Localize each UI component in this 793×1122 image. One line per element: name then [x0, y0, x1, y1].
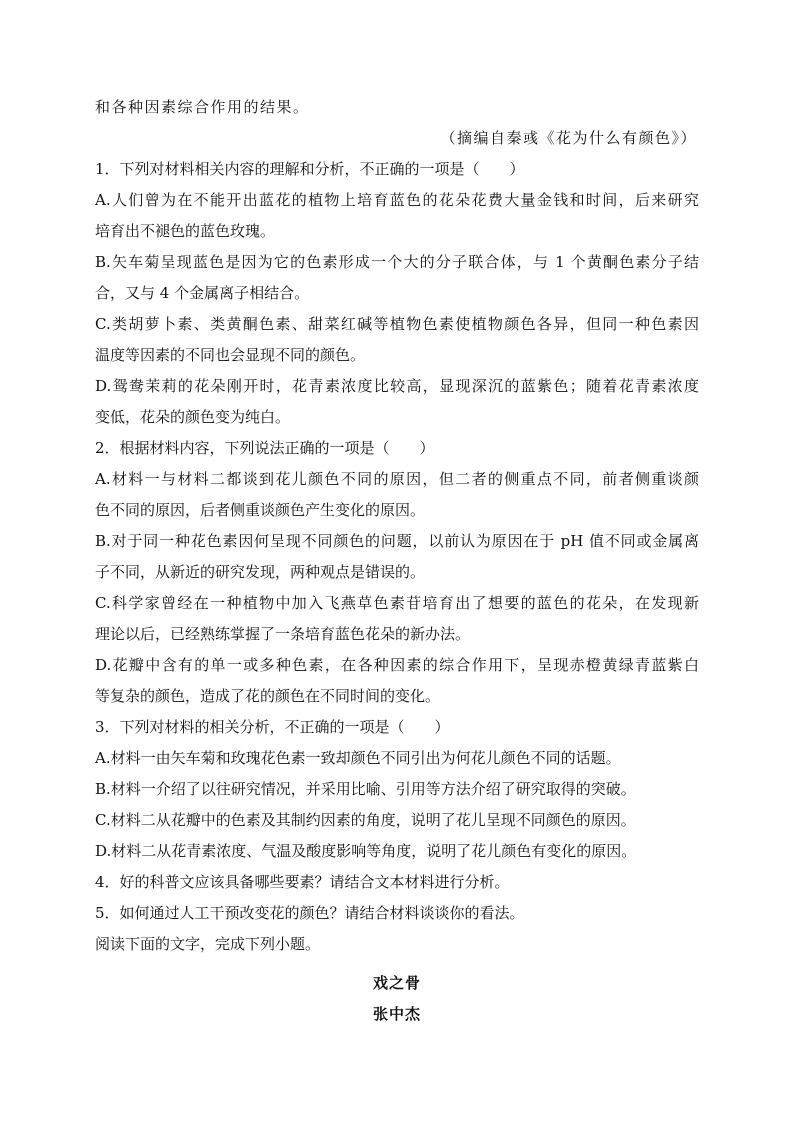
q1-option-a-line1: A.人们曾为在不能开出蓝花的植物上培育蓝色的花朵花费大量金钱和时间，后来研究: [95, 191, 699, 209]
q1-option-c-line1: C.类胡萝卜素、类黄酮色素、甜菜红碱等植物色素使植物颜色各异，但同一种色素因: [95, 315, 699, 333]
question-1-stem: 1．下列对材料相关内容的理解和分析，不正确的一项是（ ）: [95, 160, 525, 178]
story-title: 戏之骨: [372, 974, 421, 992]
q2-option-d-line2: 等复杂的颜色，造成了花的颜色在不同时间的变化。: [95, 687, 441, 705]
q3-option-d: D.材料二从花青素浓度、气温及酸度影响等角度，说明了花儿颜色有变化的原因。: [95, 842, 637, 860]
q3-option-b: B.材料一介绍了以往研究情况，并采用比喻、引用等方法介绍了研究取得的突破。: [95, 780, 636, 798]
q1-option-b-line1: B.矢车菊呈现蓝色是因为它的色素形成一个大的分子联合体，与 1 个黄酮色素分子结: [95, 253, 699, 271]
q1-option-d-line1: D.鸳鸯茉莉的花朵刚开时，花青素浓度比较高，显现深沉的蓝紫色；随着花青素浓度: [95, 377, 699, 395]
q2-option-d-line1: D.花瓣中含有的单一或多种色素，在各种因素的综合作用下，呈现赤橙黄绿青蓝紫白: [95, 656, 699, 674]
question-2-stem: 2．根据材料内容，下列说法正确的一项是（ ）: [95, 439, 435, 457]
q2-option-c-line1: C.科学家曾经在一种植物中加入飞燕草色素苷培育出了想要的蓝色的花朵，在发现新: [95, 594, 699, 612]
document-page: [95, 92, 699, 1030]
q1-option-b-line2: 合，又与 4 个金属离子相结合。: [95, 284, 310, 302]
intro-tail: 和各种因素综合作用的结果。: [95, 98, 310, 116]
question-5: 5．如何通过人工干预改变花的颜色？请结合材料谈谈你的看法。: [95, 904, 525, 922]
title-spacer: [95, 960, 699, 968]
q3-option-a: A.材料一由矢车菊和玫瑰花色素一致却颜色不同引出为何花儿颜色不同的话题。: [95, 749, 621, 767]
question-3-stem: 3．下列对材料的相关分析，不正确的一项是（ ）: [95, 718, 450, 736]
q2-option-b-line2: 子不同，从新近的研究发现，两种观点是错误的。: [95, 563, 426, 581]
reading-instruction: 阅读下面的文字，完成下列小题。: [95, 935, 321, 953]
q2-option-b-line1: B.对于同一种花色素因何呈现不同颜色的问题，以前认为原因在于 pH 值不同或金属离: [95, 532, 699, 550]
source-citation: （摘编自秦彧《花为什么有颜色》）: [440, 129, 697, 147]
question-4: 4．好的科普文应该具备哪些要素？请结合文本材料进行分析。: [95, 873, 510, 891]
q3-option-c: C.材料二从花瓣中的色素及其制约因素的角度，说明了花儿呈现不同颜色的原因。: [95, 811, 636, 829]
q1-option-c-line2: 温度等因素的不同也会显现不同的颜色。: [95, 346, 366, 364]
q2-option-c-line2: 理论以后，已经熟练掌握了一条培育蓝色花朵的新办法。: [95, 625, 471, 643]
q2-option-a-line2: 色不同的原因，后者侧重谈颜色产生变化的原因。: [95, 501, 426, 519]
q1-option-d-line2: 变低，花朵的颜色变为纯白。: [95, 408, 291, 426]
q2-option-a-line1: A.材料一与材料二都谈到花儿颜色不同的原因，但二者的侧重点不同，前者侧重谈颜: [95, 470, 699, 488]
story-author: 张中杰: [372, 1005, 421, 1023]
q1-option-a-line2: 培育出不褪色的蓝色玫瑰。: [95, 222, 276, 240]
